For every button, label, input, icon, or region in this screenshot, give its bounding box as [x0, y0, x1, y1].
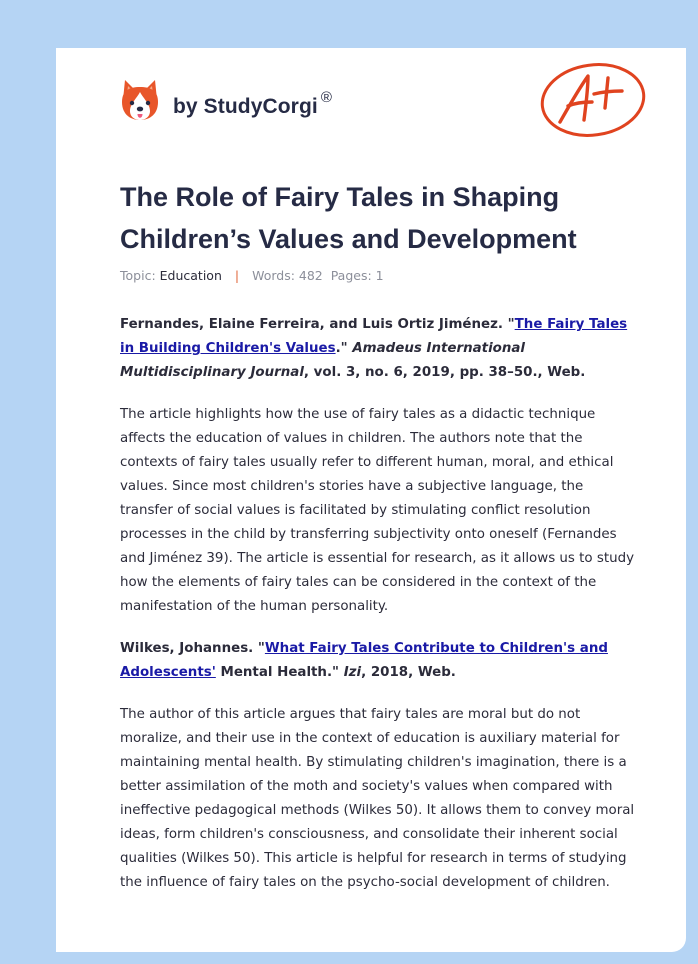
- word-count: Words: 482: [252, 268, 323, 283]
- corgi-icon: [120, 78, 160, 124]
- registered-mark: ®: [320, 88, 332, 106]
- page-count: Pages: 1: [330, 268, 384, 283]
- studycorgi-logo[interactable]: [120, 76, 332, 126]
- document-card: [56, 48, 686, 952]
- citation-details: , 2018, Web.: [361, 665, 456, 680]
- annotation-paragraph-2: The author of this article argues that fairy tales are moral but do not moralize, and their use in the context of education is auxiliary material for maintaining mental health. By stimulating children's imagination, there is a better assimilation of the moth and society's values when compared with ineffective pedagogical methods (Wilkes 50). It allows them to convey moral ideas, form children's consciousness, and consolidate their inherent social qualities (Wilkes 50). This article is helpful for research in terms of studying the influence of fairy tales on the psycho-social development of children.: [120, 707, 635, 890]
- citation-2: [120, 637, 636, 685]
- citation-container: Izi: [343, 665, 362, 680]
- citation-authors: Wilkes, Johannes. ": [120, 641, 265, 656]
- page-title: The Role of Fairy Tales in Shaping Children’s Values and Development: [120, 182, 577, 254]
- citation-1: [120, 313, 636, 385]
- citation-container: Amadeus International Multidisciplinary Journal: [120, 341, 526, 380]
- paper-meta: [120, 268, 384, 283]
- citation-authors: Fernandes, Elaine Ferreira, and Luis Ortiz Jiménez. ": [120, 317, 515, 332]
- citation-after-link: .": [335, 341, 353, 356]
- annotation-paragraph-1: The article highlights how the use of fairy tales as a didactic technique affects the education of values in children. The authors note that the contexts of fairy tales usually refer to different human, moral, and ethical values. Since most children's stories have a subjective language, the transfer of social values is facilitated by stimulating conflict resolution processes in the child by transferring subjectivity onto oneself (Fernandes and Jiménez 39). The article is essential for research, as it allows us to study how the elements of fairy tales can be considered in the context of the manifestation of the human personality.: [120, 407, 634, 614]
- citation-details: , vol. 3, no. 6, 2019, pp. 38–50., Web.: [303, 365, 586, 380]
- citation-after-link: Mental Health.": [215, 665, 344, 680]
- citation-source-link[interactable]: The Fairy Tales in Building Children's Values: [120, 317, 628, 356]
- topic-label: Topic:: [120, 268, 156, 283]
- paper-body: [120, 313, 636, 913]
- citation-source-link[interactable]: What Fairy Tales Contribute to Children's and Adolescents': [120, 641, 608, 680]
- brand-name: by StudyCorgi: [173, 95, 318, 118]
- meta-separator: |: [234, 268, 240, 283]
- a-plus-grade-icon: [538, 60, 648, 140]
- topic-link[interactable]: Education: [159, 268, 222, 283]
